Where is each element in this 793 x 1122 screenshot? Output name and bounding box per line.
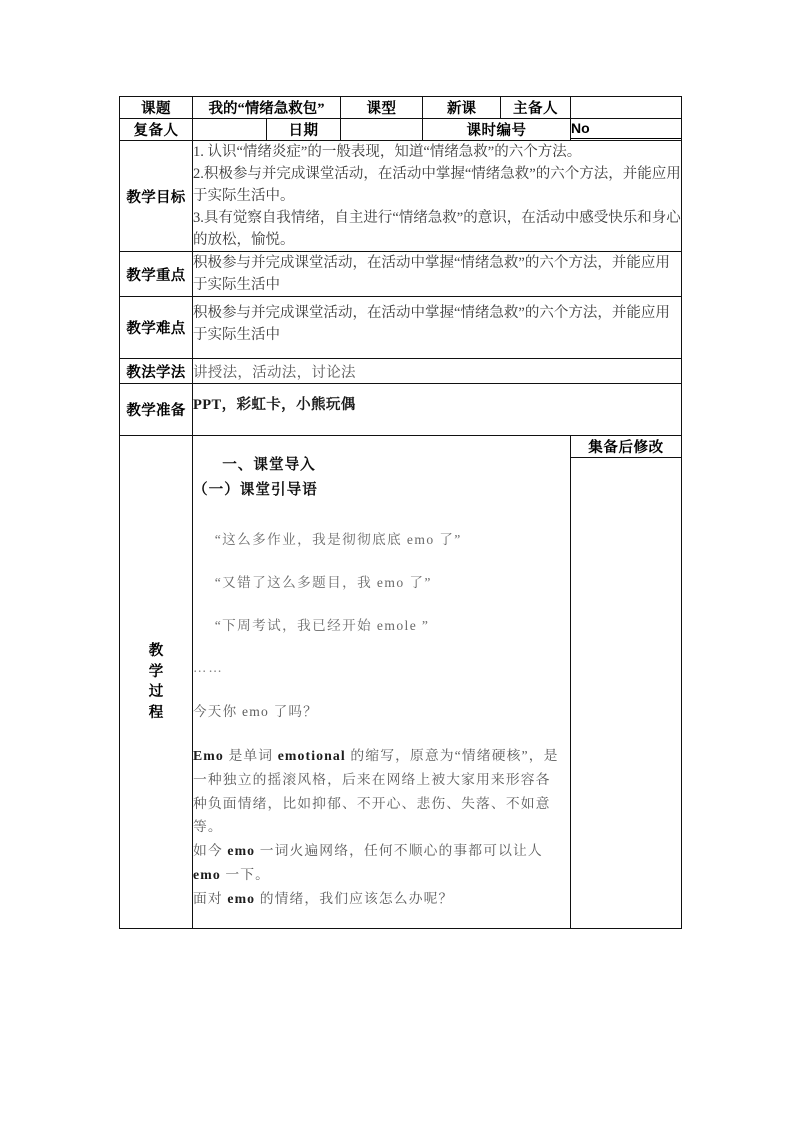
face-text-c: 的情绪，我们应该怎么办呢？ [255,890,454,906]
spacer [193,550,570,572]
emo-term: Emo [193,748,224,764]
process-definition-line-1 [193,744,570,768]
process-ellipsis: …… [193,660,224,676]
main-preparer-label: 主备人 [501,97,571,119]
table-row-key-points [120,252,682,297]
table-row-methods [120,359,682,384]
definition-text-b: 的缩写，原意为“情绪硬核”，是 [345,748,559,764]
process-face-line [193,887,570,911]
table-row-preparation [120,384,682,436]
emo-term: emo [227,843,256,859]
objective-item-2: 2.积极参与并完成课堂活动，在活动中掌握“情绪急救”的六个方法，并能应用于实际生活中。 [193,166,681,205]
emo-term: emo [193,866,221,882]
process-now-line-1 [193,839,570,863]
process-definition-line-4: 等。 [193,819,223,835]
process-definition-line-2: 一种独立的摇滚风格，后来在网络上被大家用来形容各 [193,772,551,788]
process-content [193,436,571,929]
class-type-label: 课型 [341,97,423,119]
objectives-label-text: 教学目标 [126,189,186,206]
spacer [193,722,570,744]
now-text-d: 一下。 [220,866,271,882]
spacer [193,593,570,615]
difficult-points-label: 教学难点 [120,297,193,359]
process-heading-2: （一）课堂引导语 [193,481,318,498]
period-number-field[interactable] [571,119,682,141]
process-heading-1: 一、课堂导入 [222,457,316,474]
preparation-content: PPT，彩虹卡，小熊玩偶 [193,384,682,436]
main-preparer-value[interactable] [571,97,682,119]
spacer [193,636,570,658]
emo-term: emo [227,890,256,906]
process-label-char-3: 过 [148,684,164,701]
objectives-content [193,141,682,252]
process-ask-today: 今天你 emo 了吗？ [193,704,318,720]
table-row-repreparer [120,119,682,141]
table-row-process-header [120,436,682,458]
period-number-value: No [571,120,681,139]
process-quote-1: “这么多作业，我是彻彻底底 emo 了” [214,532,462,548]
topic-value[interactable]: 我的“情绪急救包” [193,97,341,119]
definition-text-a: 是单词 [223,748,278,764]
methods-label: 教法学法 [120,359,193,384]
class-type-value[interactable]: 新课 [423,97,501,119]
process-label-char-1: 教 [148,643,164,660]
process-label-char-2: 学 [148,663,164,680]
topic-label: 课题 [120,97,193,119]
key-points-content: 积极参与并完成课堂活动，在活动中掌握“情绪急救”的六个方法，并能应用于实际生活中 [193,252,682,297]
objectives-label [120,141,193,252]
spacer [193,679,570,701]
process-now-line-2 [193,863,570,887]
revise-header: 集备后修改 [571,436,682,458]
date-label: 日期 [267,119,341,141]
table-row-objectives [120,141,682,252]
re-preparer-value[interactable] [193,119,267,141]
emotional-term: emotional [277,748,346,764]
table-row-topic [120,97,682,119]
date-value[interactable] [341,119,423,141]
lesson-plan-table [119,96,682,929]
process-quote-2: “又错了这么多题目，我 emo 了” [214,575,432,591]
preparation-label: 教学准备 [120,384,193,436]
process-label [120,436,193,929]
difficult-points-content: 积极参与并完成课堂活动，在活动中掌握“情绪急救”的六个方法，并能应用于实际生活中 [193,297,682,359]
process-quote-3: “下周考试，我已经开始 emole ” [214,618,430,634]
now-text-a: 如今 [193,843,228,859]
revise-body[interactable] [571,458,682,929]
face-text-a: 面对 [193,890,228,906]
process-label-char-4: 程 [148,704,164,721]
re-preparer-label: 复备人 [120,119,193,141]
table-row-difficult-points [120,297,682,359]
objective-item-1: 1. 认识“情绪炎症”的一般表现，知道“情绪急救”的六个方法。 [193,144,582,160]
process-definition-line-3: 种负面情绪，比如抑郁、不开心、悲伤、失落、不如意 [193,795,551,811]
period-number-label: 课时编号 [423,119,571,141]
methods-content: 讲授法，活动法，讨论法 [193,359,682,384]
key-points-label: 教学重点 [120,252,193,297]
spacer [193,501,570,529]
now-text-c: 一词火遍网络，任何不顺心的事都可以让人 [255,843,543,859]
objective-item-3: 3.具有觉察自我情绪，自主进行“情绪急救”的意识，在活动中感受快乐和身心的放松，愉悦。 [193,210,681,249]
